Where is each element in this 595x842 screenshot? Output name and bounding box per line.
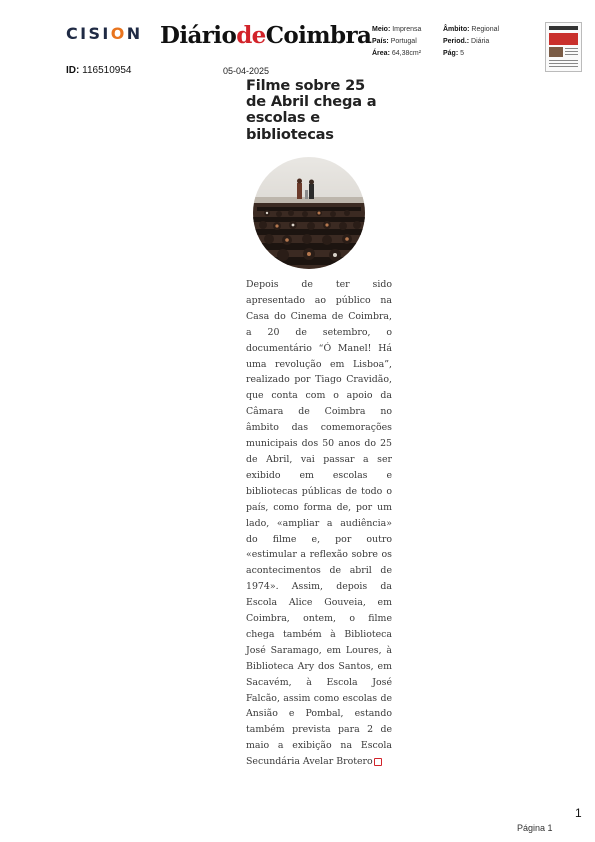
cision-logo-accent: O (110, 24, 127, 43)
article-end-mark-icon (374, 758, 382, 766)
meta-column-right (443, 24, 499, 60)
cision-logo (66, 24, 143, 43)
newspaper-masthead (160, 22, 371, 49)
masthead-part-3: Coimbra (265, 22, 372, 49)
cinema-audience-image (253, 157, 365, 269)
publication-date: 05-04-2025 (223, 66, 270, 76)
page-label: Página 1 (517, 823, 553, 833)
article-body-text: Depois de ter sido apresentado ao público na Casa do Cinema de Coimbra, a 20 de setembro, o documentário “Ó Manel! Há uma revolução em Lisboa”, realizado por Tiago Cravidão, que conta com o apoio da Câmara de Coimbra no âmbito das comemorações municipais dos 50 anos do 25 de Abril, vai passar a ser exibido em escolas e bibliotecas públicas de todo o país, como forma de, por um lado, «ampliar a audiência» do filme e, por outro «estimular a reflexão sobre os acontecimentos de abril de 1974». Assim, depois da Escola Alice Gouveia, em Coimbra, ontem, o filme chega também à Biblioteca José Saramago, em Loures, à Biblioteca Ary dos Santos, em Sacavém, à Escola José Falcão, assim como escolas de Ansião e Pombal, estando também prevista para 2 de maio a exibição na Escola Secundária Avelar Brotero (246, 279, 392, 768)
cision-logo-text: CISI (66, 24, 111, 43)
meta-medium: Meio: Imprensa (372, 26, 422, 33)
meta-page: Pág: 5 (443, 50, 465, 57)
masthead-part-2: de (236, 22, 266, 49)
article-headline: Filme sobre 25 de Abril chega a escolas e bibliotecas (246, 77, 377, 143)
meta-country: País: Portugal (372, 38, 417, 45)
meta-column-left (372, 24, 421, 60)
meta-periodicity: Period.: Diária (443, 38, 490, 45)
masthead-part-1: Diário (160, 22, 237, 49)
cision-logo-text-end: N (126, 24, 143, 43)
clipping-id (66, 65, 131, 76)
clipping-id-label: ID: (66, 65, 80, 76)
page-thumbnail (545, 22, 582, 72)
meta-scope: Âmbito: Regional (443, 26, 500, 33)
clipping-id-value: 116510954 (82, 65, 132, 76)
article-body (246, 277, 392, 770)
meta-area: Área: 64,38cm² (372, 50, 422, 57)
page-number: 1 (575, 806, 582, 820)
article-photo (253, 157, 365, 269)
